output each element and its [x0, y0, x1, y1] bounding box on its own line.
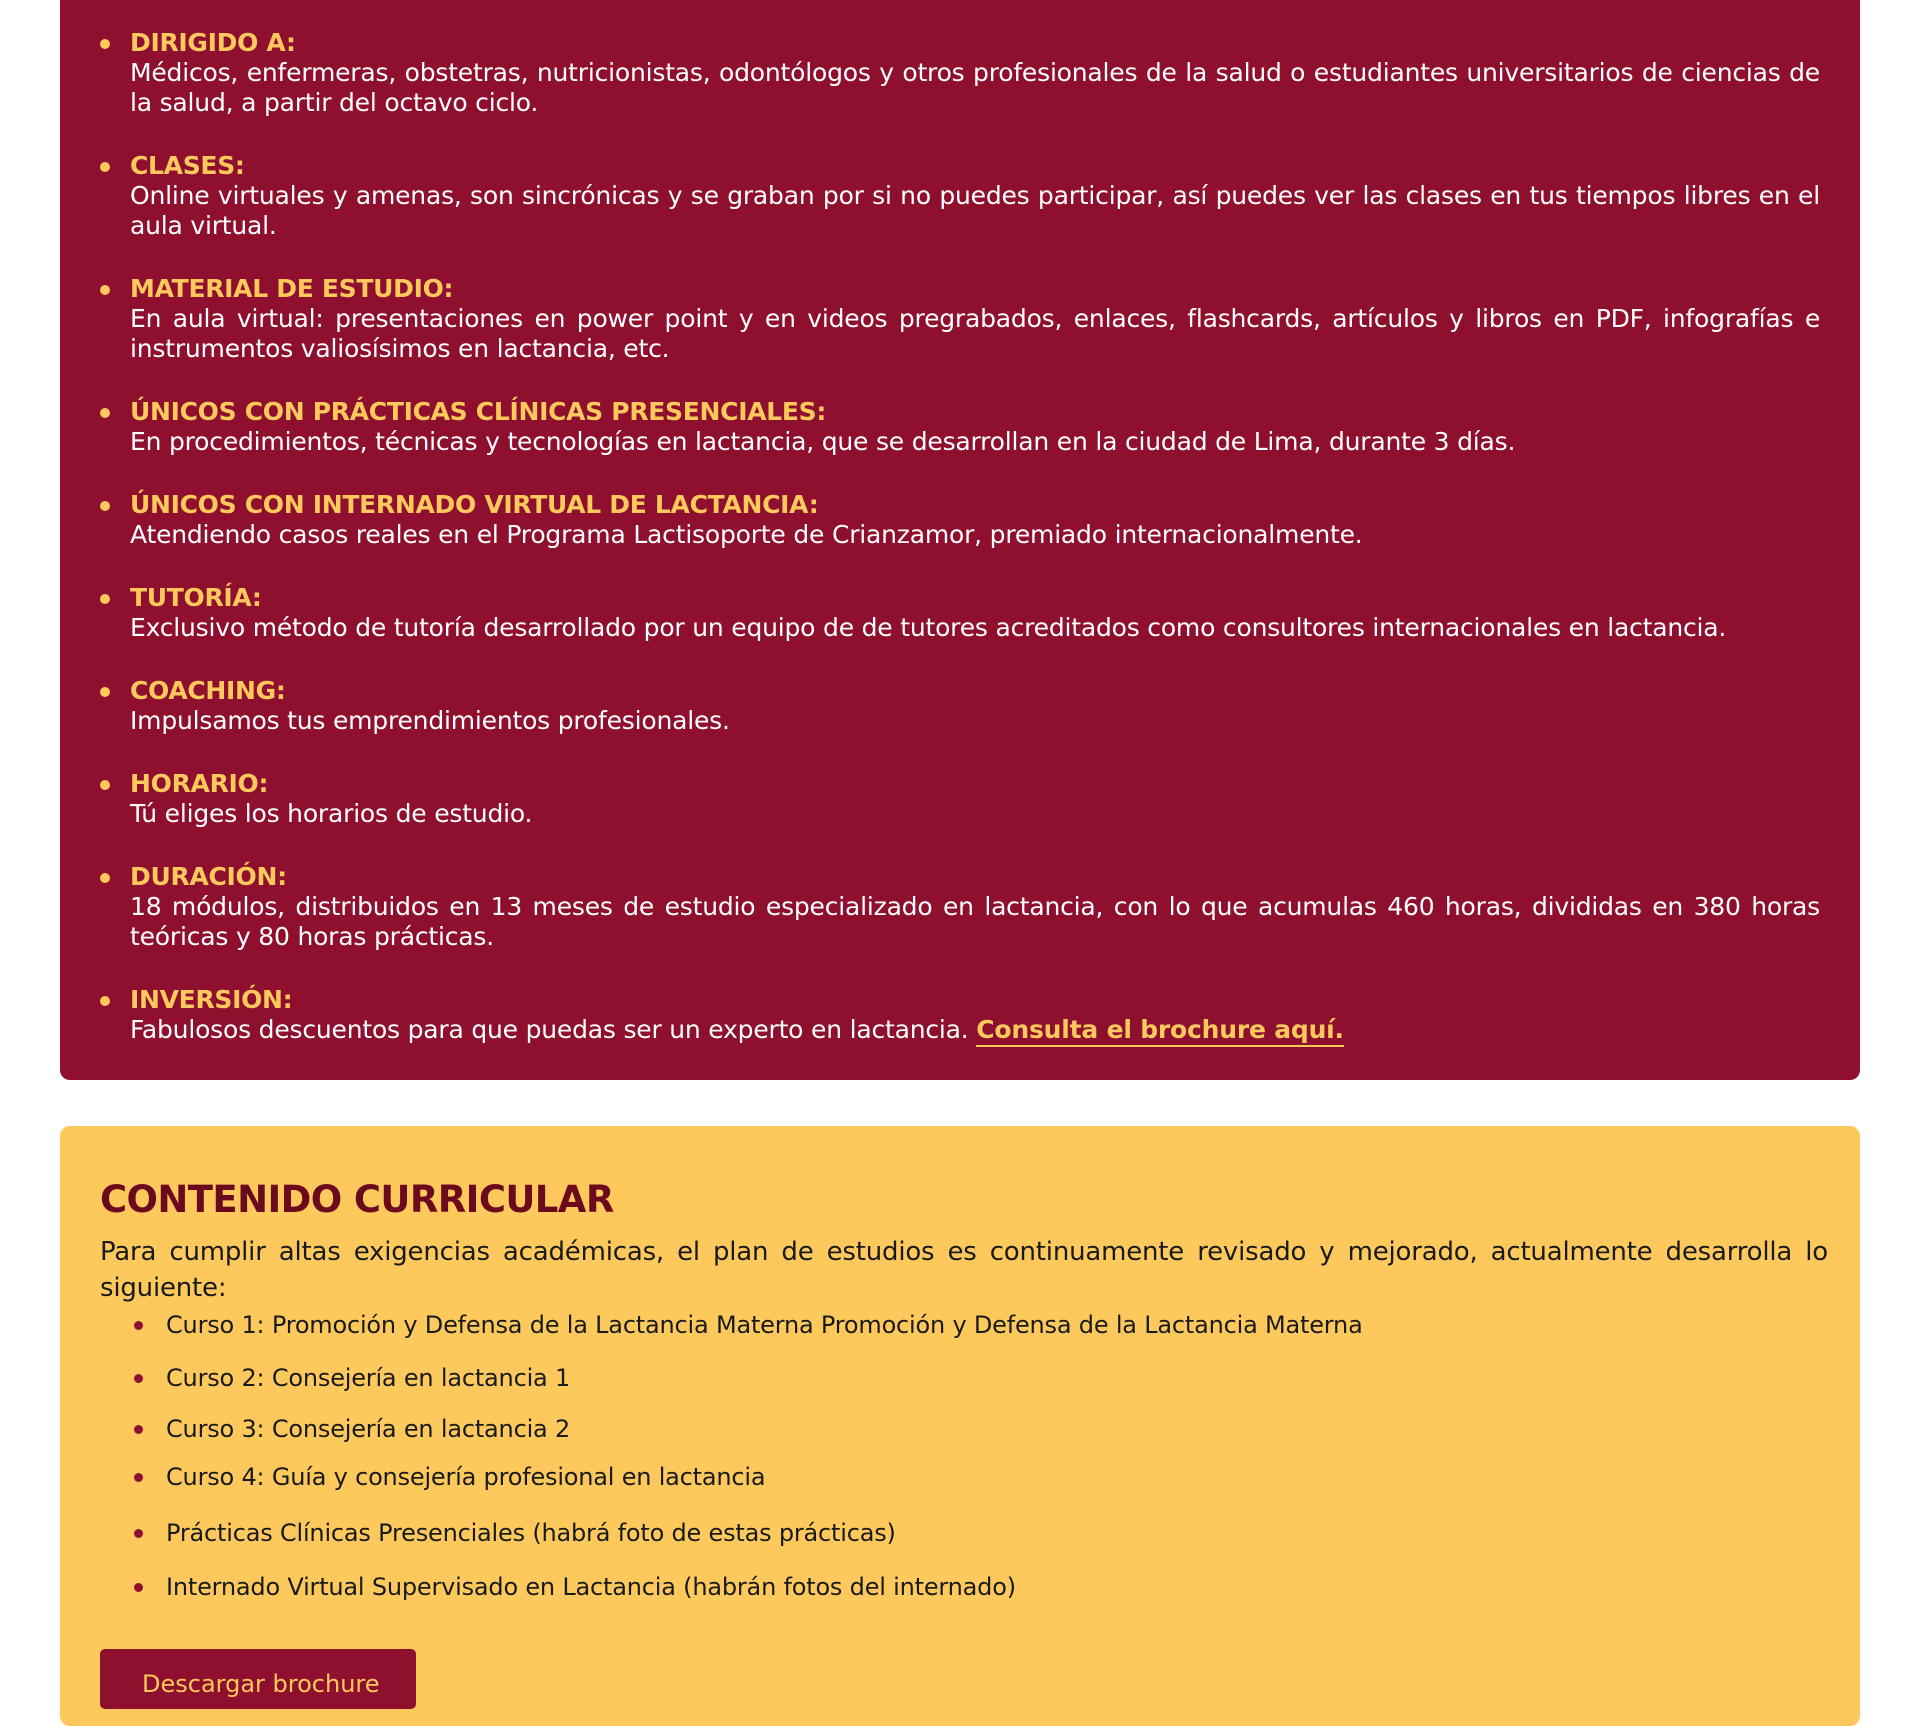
curriculum-intro: Para cumplir altas exigencias académicas, el plan de estudios es continuamente revisado y mejorado, actualmente desarrolla lo siguiente:: [100, 1237, 1828, 1303]
list-item: Curso 4: Guía y consejería profesional en lactancia: [166, 1462, 1766, 1492]
feature-description: Impulsamos tus emprendimientos profesionales.: [130, 706, 730, 735]
feature-coaching: [130, 676, 1820, 736]
course-list: [166, 1310, 1766, 1602]
feature-title: ÚNICOS CON INTERNADO VIRTUAL DE LACTANCIA:: [130, 490, 819, 519]
feature-description: Atendiendo casos reales en el Programa Lactisoporte de Crianzamor, premiado internacionalmente.: [130, 520, 1363, 549]
feature-description: [130, 1015, 1820, 1045]
features-list: [130, 28, 1820, 1078]
feature-practicas-clinicas: [130, 397, 1820, 457]
feature-title: TUTORÍA:: [130, 583, 262, 612]
feature-description: En aula virtual: presentaciones en power point y en videos pregrabados, enlaces, flashcards, artículos y libros en PDF, infografías e instrumentos valiosísimos en lactancia, etc.: [130, 304, 1820, 363]
curriculum-title: CONTENIDO CURRICULAR: [100, 1178, 614, 1221]
feature-title: MATERIAL DE ESTUDIO:: [130, 274, 454, 303]
brochure-link[interactable]: Consulta el brochure aquí.: [976, 1015, 1344, 1047]
feature-description: Tú eliges los horarios de estudio.: [130, 799, 533, 828]
feature-clases: [130, 151, 1820, 241]
feature-duracion: [130, 862, 1820, 952]
feature-description: En procedimientos, técnicas y tecnologías en lactancia, que se desarrollan en la ciudad de Lima, durante 3 días.: [130, 427, 1516, 456]
feature-inversion: [130, 985, 1820, 1045]
feature-material-de-estudio: [130, 274, 1820, 364]
feature-description: Exclusivo método de tutoría desarrollado por un equipo de de tutores acreditados como consultores internacionales en lactancia.: [130, 613, 1727, 642]
feature-tutoria: [130, 583, 1820, 643]
feature-title: ÚNICOS CON PRÁCTICAS CLÍNICAS PRESENCIALES:: [130, 397, 827, 426]
list-item: Curso 3: Consejería en lactancia 2: [166, 1414, 1766, 1444]
feature-title: COACHING:: [130, 676, 286, 705]
feature-description: Online virtuales y amenas, son sincrónicas y se graban por si no puedes participar, así puedes ver las clases en tus tiempos libres en el aula virtual.: [130, 181, 1820, 240]
curriculum-card: [60, 1126, 1860, 1726]
list-item: Curso 1: Promoción y Defensa de la Lactancia Materna Promoción y Defensa de la Lactancia Materna: [166, 1310, 1766, 1340]
download-brochure-button[interactable]: Descargar brochure: [100, 1649, 416, 1709]
feature-title: DURACIÓN:: [130, 862, 287, 891]
list-item: Internado Virtual Supervisado en Lactancia (habrán fotos del internado): [166, 1572, 1766, 1602]
program-features-card: [60, 0, 1860, 1080]
feature-horario: [130, 769, 1820, 829]
feature-title: HORARIO:: [130, 769, 269, 798]
feature-title: DIRIGIDO A:: [130, 28, 296, 57]
feature-description: 18 módulos, distribuidos en 13 meses de estudio especializado en lactancia, con lo que acumulas 460 horas, divididas en 380 horas teóricas y 80 horas prácticas.: [130, 892, 1820, 951]
feature-description-text: Fabulosos descuentos para que puedas ser un experto en lactancia.: [130, 1015, 969, 1044]
feature-description: Médicos, enfermeras, obstetras, nutricionistas, odontólogos y otros profesionales de la salud o estudiantes universitarios de ciencias de la salud, a partir del octavo ciclo.: [130, 58, 1820, 117]
list-item: Curso 2: Consejería en lactancia 1: [166, 1363, 1766, 1393]
feature-dirigido-a: [130, 28, 1820, 118]
list-item: Prácticas Clínicas Presenciales (habrá foto de estas prácticas): [166, 1518, 1766, 1548]
feature-internado-virtual: [130, 490, 1820, 550]
feature-title: CLASES:: [130, 151, 245, 180]
feature-title: INVERSIÓN:: [130, 985, 293, 1014]
